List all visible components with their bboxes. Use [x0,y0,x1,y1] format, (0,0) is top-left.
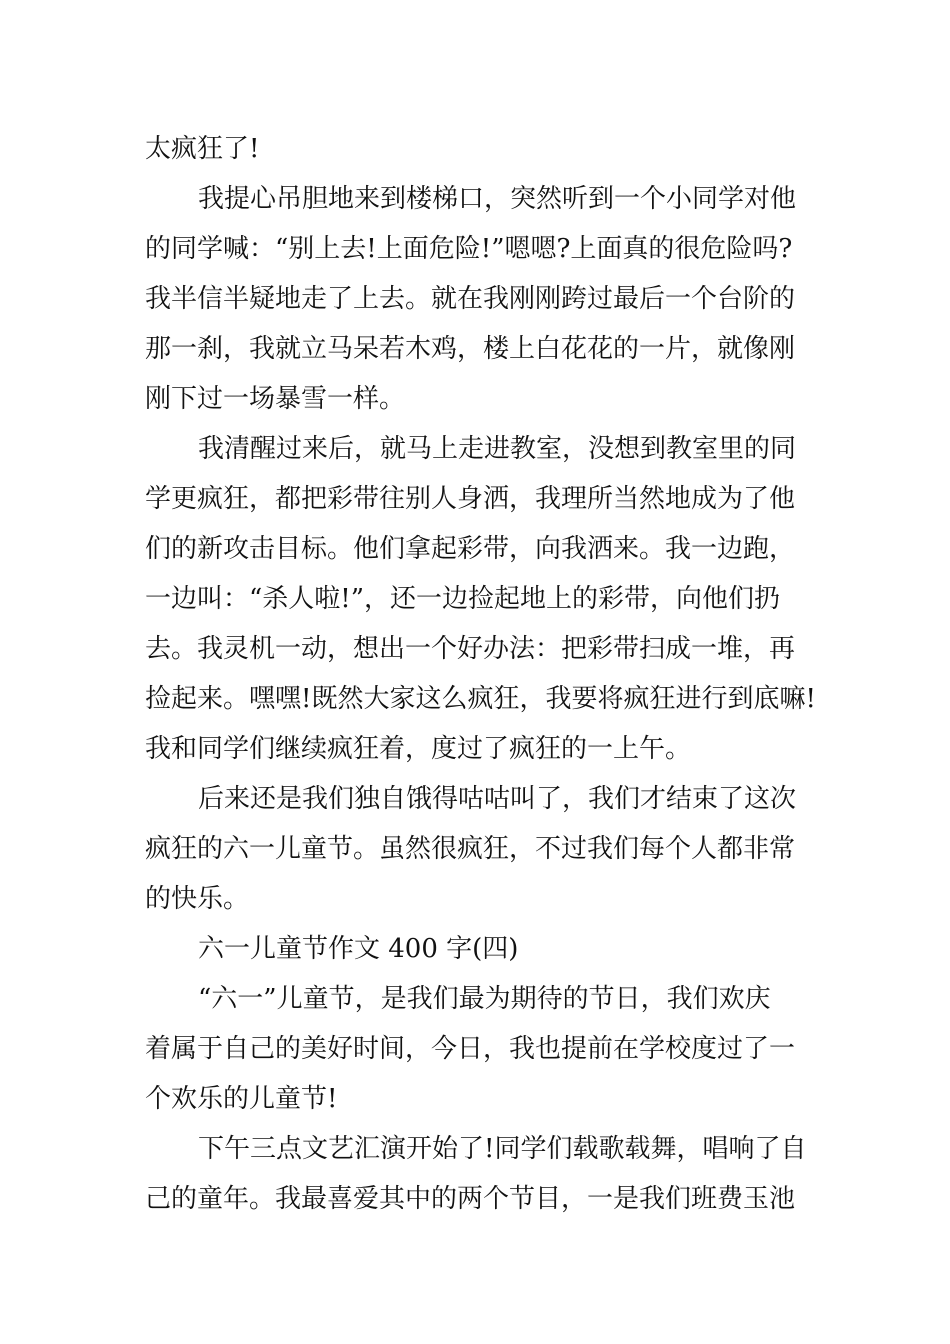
text-line: 个欢乐的儿童节! [145,1084,338,1114]
section-heading: 六一儿童节作文 400 字(四) [198,934,519,964]
paragraph-start-line: 后来还是我们独自饿得咕咕叫了，我们才结束了这次 [198,784,797,814]
paragraph-start-line: 我清醒过来后，就马上走进教室，没想到教室里的同 [198,434,797,464]
text-line: 疯狂的六一儿童节。虽然很疯狂，不过我们每个人都非常 [145,834,796,864]
text-line: 那一刹，我就立马呆若木鸡，楼上白花花的一片，就像刚 [145,334,796,364]
paragraph-start-line: “六一”儿童节，是我们最为期待的节日，我们欢庆 [198,984,771,1014]
text-line: 己的童年。我最喜爱其中的两个节目，一是我们班费玉池 [145,1184,796,1214]
text-line: 太疯狂了! [145,134,260,164]
text-line: 们的新攻击目标。他们拿起彩带，向我洒来。我一边跑， [145,534,796,564]
text-line: 捡起来。嘿嘿!既然大家这么疯狂，我要将疯狂进行到底嘛! [145,684,816,714]
text-line: 去。我灵机一动，想出一个好办法：把彩带扫成一堆，再 [145,634,796,664]
paragraph-start-line: 下午三点文艺汇演开始了!同学们载歌载舞，唱响了自 [198,1134,807,1164]
text-line: 一边叫：“杀人啦!”，还一边捡起地上的彩带，向他们扔 [145,584,781,614]
text-line: 的快乐。 [145,884,250,914]
text-line: 我半信半疑地走了上去。就在我刚刚跨过最后一个台阶的 [145,284,796,314]
text-line: 着属于自己的美好时间，今日，我也提前在学校度过了一 [145,1034,796,1064]
text-line: 刚下过一场暴雪一样。 [145,384,406,414]
text-line: 的同学喊：“别上去!上面危险!”嗯嗯?上面真的很危险吗? [145,234,793,264]
text-line: 学更疯狂，都把彩带往别人身洒，我理所当然地成为了他 [145,484,796,514]
text-line: 我和同学们继续疯狂着，度过了疯狂的一上午。 [145,734,692,764]
paragraph-start-line: 我提心吊胆地来到楼梯口，突然听到一个小同学对他 [198,184,797,214]
